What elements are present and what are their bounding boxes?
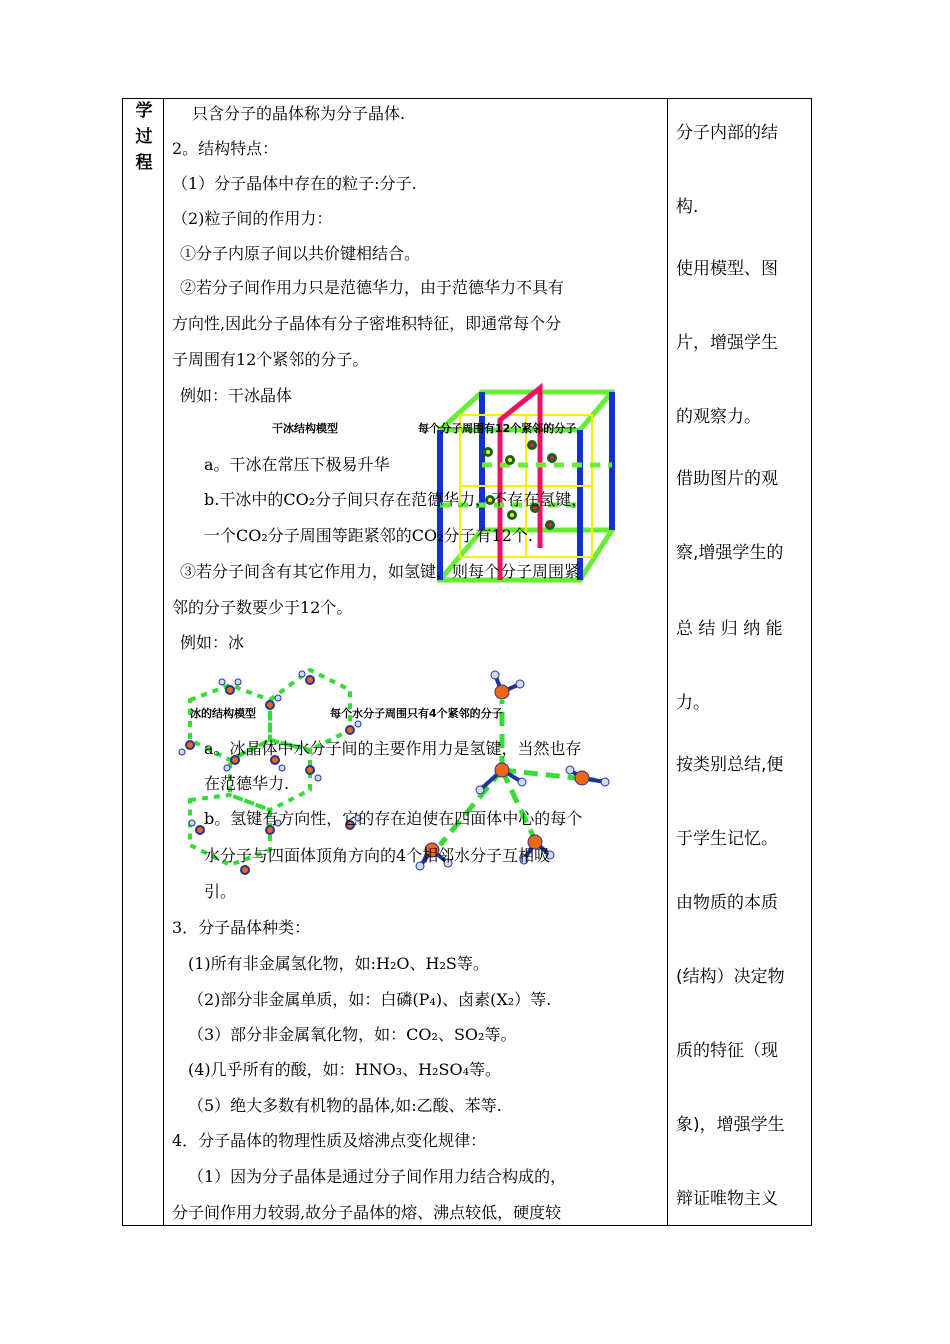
side-note-line: 由物质的本质 [676, 893, 778, 913]
side-note-line: 构. [676, 197, 699, 217]
side-note-line: 按类别总结,便 [676, 755, 784, 775]
list-item: （3）部分非金属氧化物，如：CO₂、SO₂等。 [188, 1025, 517, 1044]
side-note-line: 片，增强学生 [676, 333, 778, 353]
text-line: ①分子内原子间以共价键相结合。 [180, 244, 421, 263]
side-note-line: 使用模型、图 [676, 259, 778, 279]
text-line: 一个CO₂分子周围等距紧邻的CO₂分子有12个. [204, 526, 533, 545]
side-note-line: 辩证唯物主义 [676, 1189, 778, 1209]
side-note-line: (结构）决定物 [676, 967, 785, 987]
text-line: 只含分子的晶体称为分子晶体. [192, 104, 406, 123]
figure-caption: 冰的结构模型 [190, 707, 256, 720]
text-line: 水分子与四面体顶角方向的4个相邻水分子互相吸 [204, 846, 551, 865]
side-note-line: 总 结 归 纳 能 [676, 619, 783, 639]
column-divider-1 [163, 98, 164, 1226]
text-line: 分子间作用力较弱,故分子晶体的熔、沸点较低，硬度较 [172, 1203, 562, 1222]
section-label-char: 程 [135, 153, 153, 173]
figure-caption: 每个分子周围有12个紧邻的分子 [418, 422, 577, 435]
text-line: 在范德华力. [204, 774, 290, 793]
list-item: （2)部分非金属单质，如：白磷(P₄)、卤素(X₂）等. [188, 990, 552, 1009]
side-note-line: 于学生记忆。 [676, 829, 778, 849]
text-line: 引。 [204, 882, 237, 901]
side-note-line: 的观察力。 [676, 407, 761, 427]
figure-caption: 干冰结构模型 [272, 422, 338, 435]
section-label [128, 98, 160, 176]
text-line: a。干冰在常压下极易升华 [204, 455, 390, 474]
side-note-line: 察,增强学生的 [676, 543, 784, 563]
list-item: (4)几乎所有的酸，如：HNO₃、H₂SO₄等。 [188, 1060, 502, 1079]
text-line: b。氢键有方向性，它的存在迫使在四面体中心的每个 [204, 809, 583, 828]
text-line: b.干冰中的CO₂分子间只存在范德华力，不存在氢键， [204, 490, 588, 509]
text-line: （1）分子晶体中存在的粒子:分子. [172, 174, 417, 193]
text-line: ②若分子间作用力只是范德华力，由于范德华力不具有 [180, 278, 565, 297]
figure-caption: 每个水分子周围只有4个紧邻的分子 [330, 707, 503, 720]
side-note-line: 分子内部的结 [676, 123, 778, 143]
text-line: a。冰晶体中水分子间的主要作用力是氢键，当然也存 [204, 739, 582, 758]
heading-types: 3．分子晶体种类： [172, 918, 311, 937]
text-line: （1）因为分子晶体是通过分子间作用力结合构成的， [188, 1167, 567, 1186]
text-line: 子周围有12个紧邻的分子。 [172, 350, 369, 369]
heading-properties: 4．分子晶体的物理性质及熔沸点变化规律： [172, 1131, 487, 1150]
text-line: 例如：干冰晶体 [180, 386, 293, 405]
heading-structure: 2。结构特点： [172, 139, 279, 158]
text-line: ③若分子间含有其它作用力，如氢键，则每个分子周围紧 [180, 562, 581, 581]
section-label-char: 过 [135, 127, 153, 147]
text-line: 方向性,因此分子晶体有分子密堆积特征，即通常每个分 [172, 314, 562, 333]
text-line: （2)粒子间的作用力： [172, 209, 333, 228]
text-line: 邻的分子数要少于12个。 [172, 598, 353, 617]
side-note-line: 力。 [676, 693, 710, 713]
side-note-line: 质的特征（现 [676, 1041, 778, 1061]
side-note-line: 借助图片的观 [676, 469, 778, 489]
list-item: （5）绝大多数有机物的晶体,如:乙酸、苯等. [188, 1096, 502, 1115]
list-item: (1)所有非金属氢化物，如:H₂O、H₂S等。 [188, 954, 489, 973]
text-line: 例如：冰 [180, 633, 245, 652]
column-divider-2 [667, 98, 668, 1226]
side-note-line: 象)，增强学生 [676, 1115, 785, 1135]
section-label-char: 学 [135, 101, 153, 121]
